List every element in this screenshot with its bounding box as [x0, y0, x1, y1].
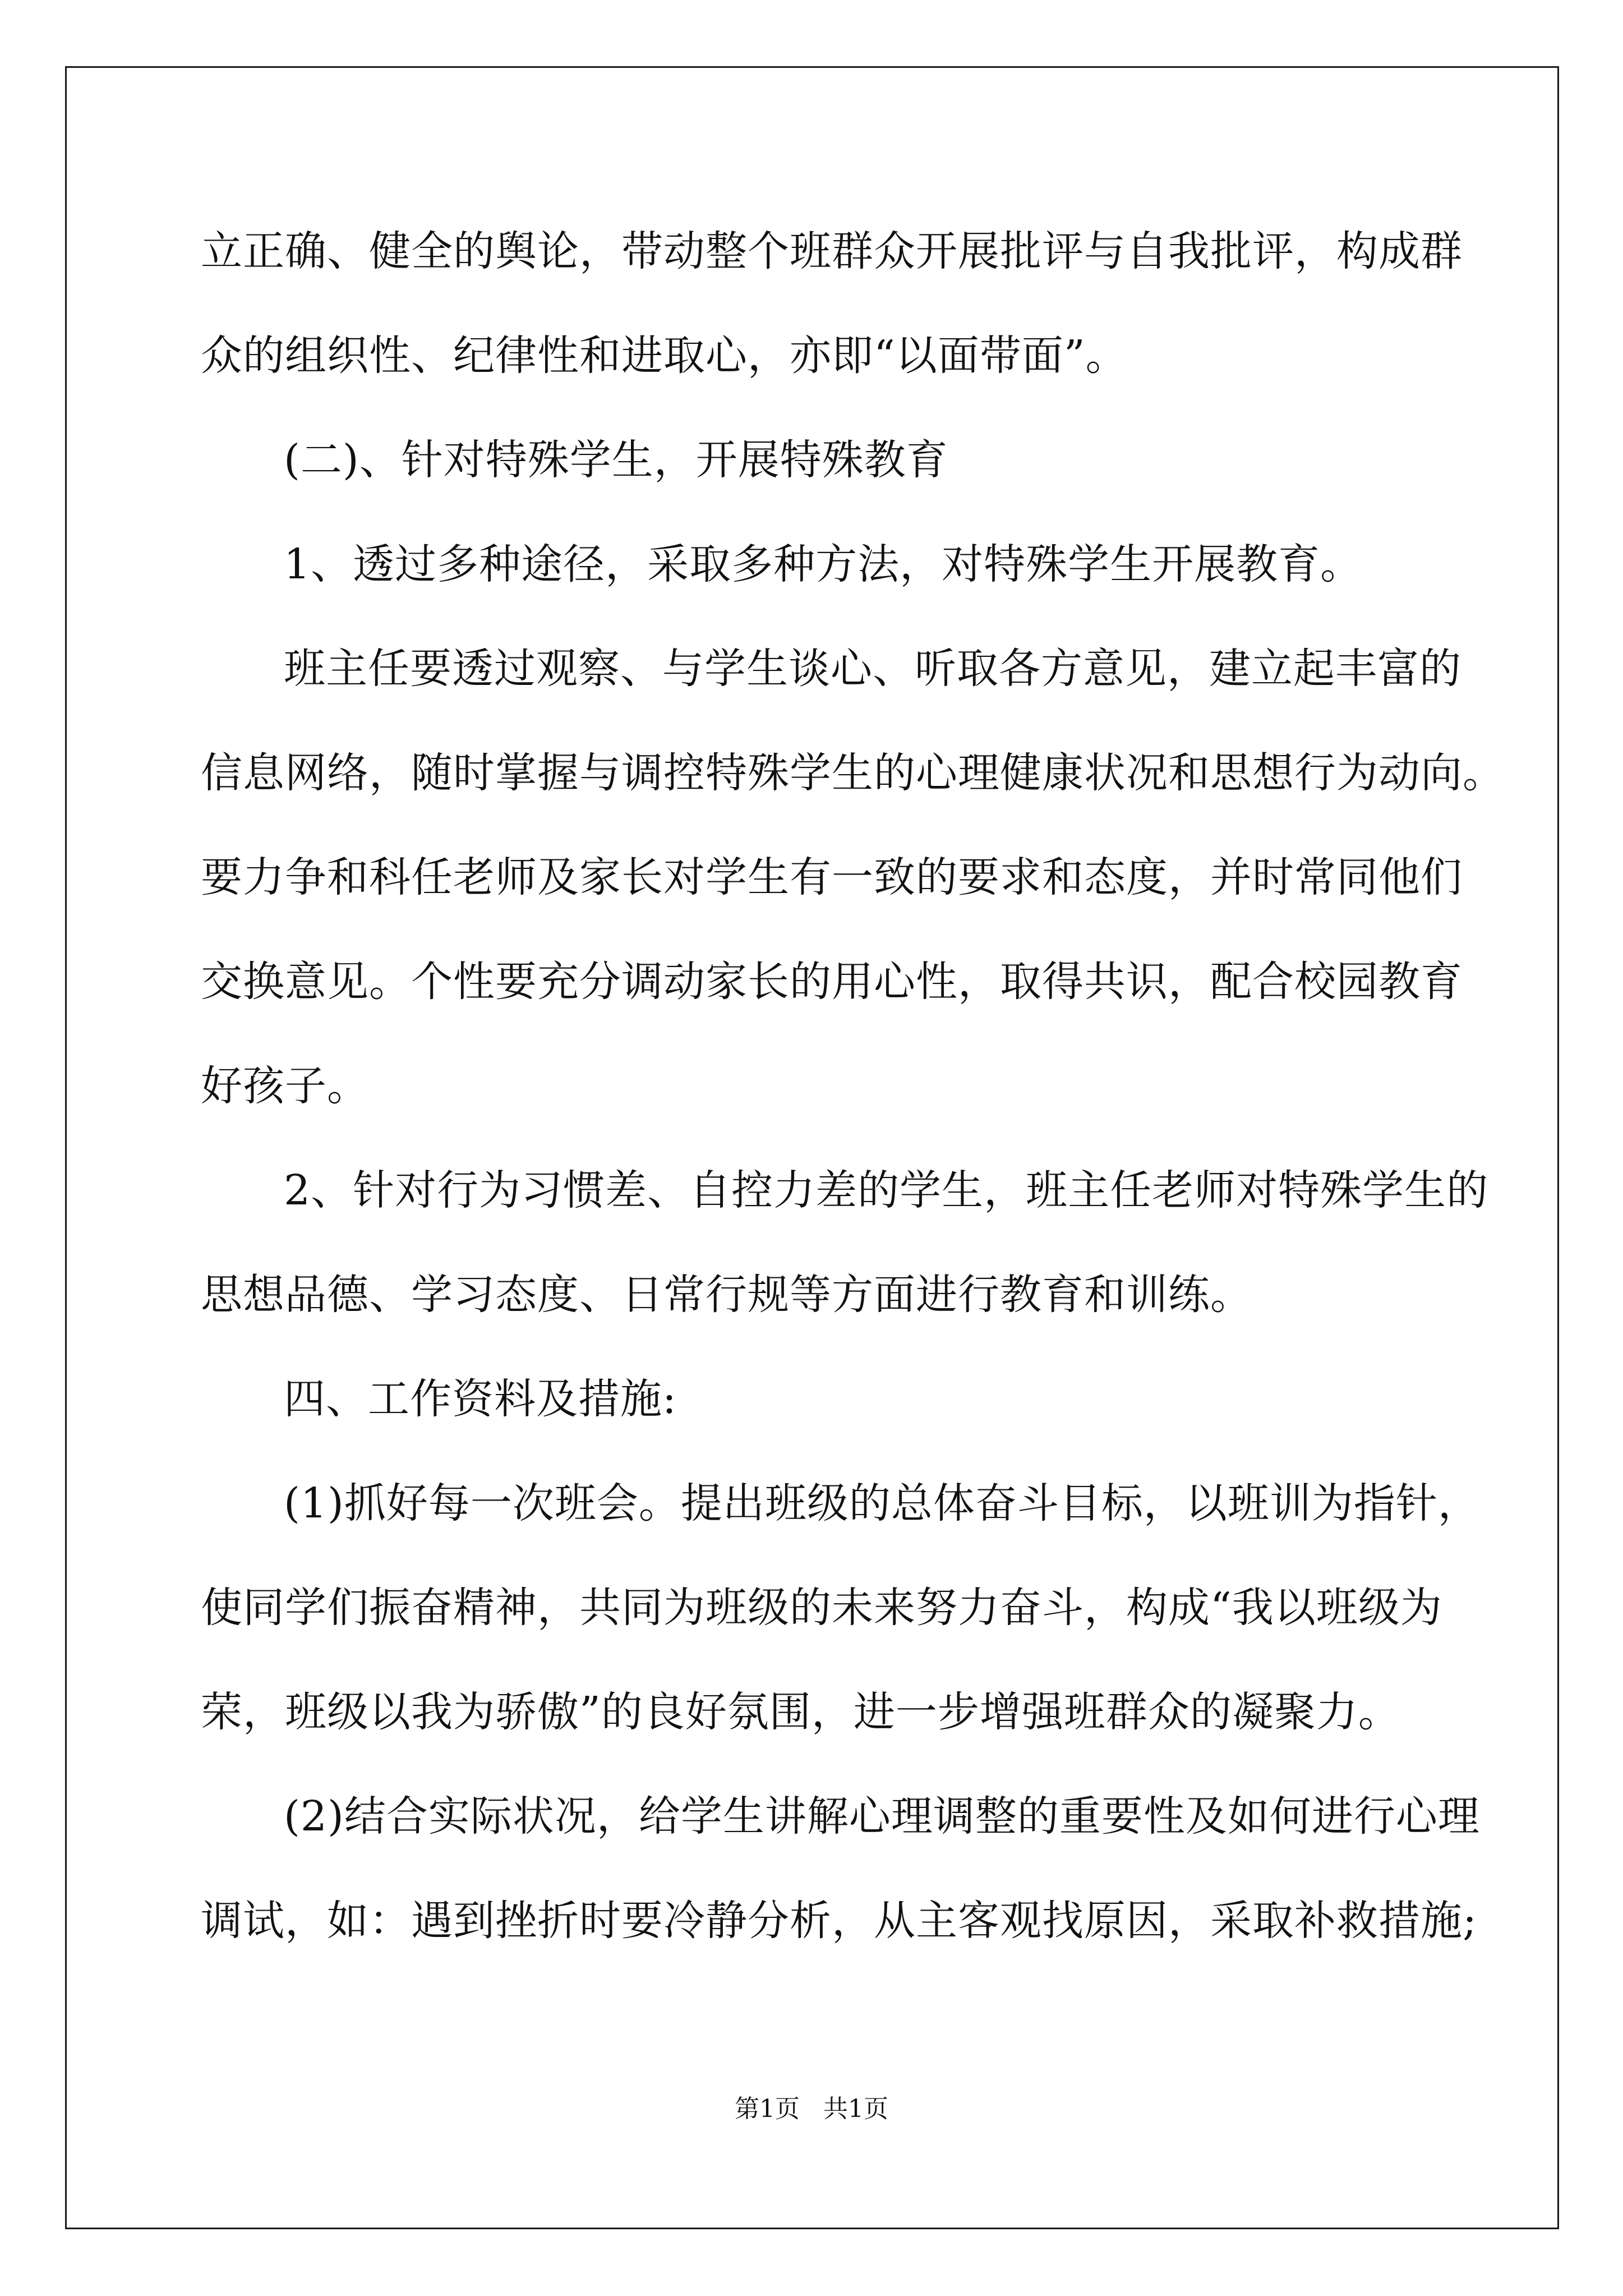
paragraph-line: (2)结合实际状况，给学生讲解心理调整的重要性及如何进行心理 — [284, 1792, 1480, 1841]
paragraph-line: 调试，如：遇到挫折时要冷静分析，从主客观找原因，采取补救措施; — [201, 1897, 1477, 1945]
paragraph-line: 信息网络，随时掌握与调控特殊学生的心理健康状况和思想行为动向。 — [201, 749, 1505, 797]
paragraph-line: 班主任要透过观察、与学生谈心、听取各方意见，建立起丰富的 — [284, 645, 1461, 693]
paragraph-line: 使同学们振奋精神，共同为班级的未来努力奋斗，构成“我以班级为 — [201, 1584, 1442, 1632]
paragraph-line: 思想品德、学习态度、日常行规等方面进行教育和训练。 — [201, 1271, 1252, 1319]
section-heading: (二)、针对特殊学生，开展特殊教育 — [284, 436, 948, 484]
paragraph-line: (1)抓好每一次班会。提出班级的总体奋斗目标，以班训为指针， — [284, 1479, 1480, 1527]
paragraph-line: 交换意见。个性要充分调动家长的用心性，取得共识，配合校园教育 — [201, 958, 1463, 1006]
section-heading: 四、工作资料及措施: — [284, 1375, 677, 1423]
page-number-footer: 第1页 共1页 — [735, 2095, 888, 2123]
paragraph-line: 要力争和科任老师及家长对学生有一致的要求和态度，并时常同他们 — [201, 853, 1463, 901]
paragraph-line: 立正确、健全的舆论，带动整个班群众开展批评与自我批评，构成群 — [201, 227, 1463, 275]
paragraph-line: 好孩子。 — [201, 1062, 369, 1110]
paragraph-line: 2、针对行为习惯差、自控力差的学生，班主任老师对特殊学生的 — [284, 1166, 1489, 1214]
paragraph-line: 1、透过多种途径，采取多种方法，对特殊学生开展教育。 — [284, 540, 1363, 588]
paragraph-line: 众的组织性、纪律性和进取心，亦即“以面带面”。 — [201, 332, 1128, 380]
paragraph-line: 荣，班级以我为骄傲”的良好氛围，进一步增强班群众的凝聚力。 — [201, 1688, 1400, 1736]
